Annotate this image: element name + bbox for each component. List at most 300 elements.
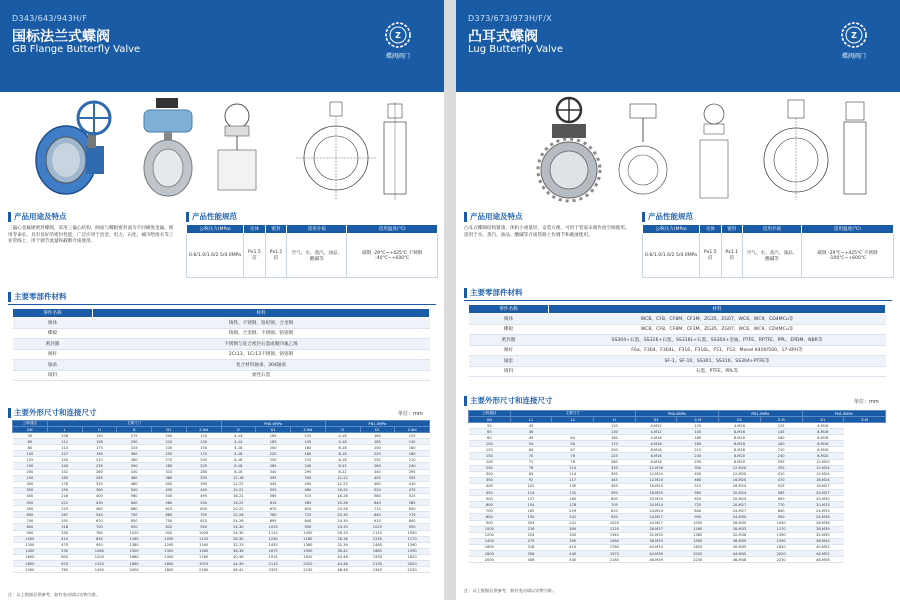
dims-cell: 50 <box>469 423 511 429</box>
materials-row <box>469 314 886 325</box>
materials-cell: 铸铁、不锈钢、铬钼钢、合金钢 <box>93 318 430 329</box>
materials-cell: 轴套 <box>469 356 549 367</box>
model-code: D373/673/973H/F/X <box>468 14 552 23</box>
dims-cell: 185 <box>360 439 395 445</box>
perf-cell: 碳钢 -29℃~+425℃ 不锈钢 -100℃~+600℃ <box>801 234 893 278</box>
dims-cell: 1600 <box>152 560 187 566</box>
perf-cell: 0.6/1.0/1.6/2.5/4.0MPa <box>643 234 700 278</box>
dims-cell: 400 <box>677 471 719 477</box>
dims-cell: 225 <box>594 453 636 459</box>
dims-cell: 190 <box>82 451 117 457</box>
dims-cell: 92 <box>510 477 552 483</box>
dims-cell: 2180 <box>186 567 221 573</box>
dims-cell: 160 <box>760 435 802 441</box>
dims-cell: 160 <box>291 445 326 451</box>
dims-cell: 1485 <box>360 542 395 548</box>
dims-cell: 24-30 <box>221 524 256 530</box>
dims-cell: 285 <box>360 463 395 469</box>
dims-cell: 400 <box>152 481 187 487</box>
dims-cell: 20-26 <box>325 506 360 512</box>
section-dims-title: 主要外形尺寸和连接尺寸 <box>464 396 553 406</box>
dims-cell: 620 <box>82 518 117 524</box>
dims-cell: 270 <box>152 457 187 463</box>
brand-name: 蝶阀阀门 <box>841 53 866 60</box>
svg-text:Z: Z <box>851 31 857 40</box>
dims-sub-header: Z-Φd <box>186 427 221 433</box>
dims-sub-header: L <box>47 427 82 433</box>
dims-cell: 20-22 <box>221 506 256 512</box>
dims-cell: 360 <box>117 451 152 457</box>
dims-cell: 1800 <box>13 560 48 566</box>
dims-cell: 450 <box>469 490 511 496</box>
dims-cell: 222 <box>47 500 82 506</box>
dims-cell: 150 <box>186 445 221 451</box>
dims-cell: 280 <box>186 469 221 475</box>
dims-cell: 400 <box>13 493 48 499</box>
dims-cell: 4-M12 <box>635 423 677 429</box>
dims-cell: 1380 <box>677 532 719 538</box>
dims-cell: 2230 <box>760 557 802 563</box>
dims-cell: 840 <box>291 518 326 524</box>
dims-cell: 20-M27 <box>719 502 761 508</box>
dims-cell: 300 <box>13 481 48 487</box>
materials-cell: SS304+石墨、SS316+石墨、SS316L+石墨、SS304+金属、PTFE、RPTFE、PPL、EPDM、NBR等 <box>549 335 886 346</box>
dims-cell: 40-M52 <box>802 544 844 550</box>
dims-cell: 900 <box>469 520 511 526</box>
section-use-title: 产品用途及特点 <box>464 212 523 222</box>
dims-cell: 240 <box>395 463 430 469</box>
dims-cell: 8-M16 <box>635 447 677 453</box>
dims-sub-header: D <box>221 427 256 433</box>
pneumatic-valve-photo <box>138 96 198 200</box>
dims-cell: 48-M39 <box>635 557 677 563</box>
dims-cell: 2345 <box>360 567 395 573</box>
dims-cell: 4-M16 <box>802 423 844 429</box>
product-images-left <box>0 96 444 208</box>
dims-cell: 24-33 <box>325 524 360 530</box>
perf-cell: Px1.1倍 <box>721 234 743 278</box>
dims-cell: 165 <box>510 508 552 514</box>
materials-cell: 阀体 <box>469 314 549 325</box>
materials-cell: 阀杆 <box>13 349 93 360</box>
dims-cell: 405 <box>360 475 395 481</box>
dims-cell: 12-M24 <box>802 471 844 477</box>
dims-cell: 8-M16 <box>719 435 761 441</box>
dims-cell: 64 <box>552 435 594 441</box>
dims-row <box>13 567 430 573</box>
dims-cell: 12-22 <box>325 481 360 487</box>
section-parts-title: 主要零部件材料 <box>8 292 67 302</box>
dims-cell: 780 <box>256 512 291 518</box>
dims-cell: 1500 <box>117 548 152 554</box>
dims-cell: 12-M16 <box>635 465 677 471</box>
perf-cell: 空气、水、蒸汽、油品、酸碱等 <box>743 234 802 278</box>
dims-group-header: 主要尺寸 <box>510 411 635 417</box>
dims-cell: 125 <box>677 423 719 429</box>
dims-cell: 750 <box>152 518 187 524</box>
materials-row <box>469 356 886 367</box>
dims-cell: 1590 <box>760 538 802 544</box>
dims-cell: 560 <box>117 493 152 499</box>
dims-sub-header: Z-Φd <box>395 427 430 433</box>
dims-cell: 395 <box>594 471 636 477</box>
dims-cell: 670 <box>256 506 291 512</box>
dims-cell: 16-M27 <box>802 483 844 489</box>
dims-cell: 1125 <box>360 530 395 536</box>
dims-cell: 44-M36 <box>635 550 677 556</box>
dims-cell: 920 <box>152 530 187 536</box>
dims-cell: 200 <box>469 459 511 465</box>
dimensions-table <box>468 410 886 563</box>
product-description: 三偏心金属硬密封蝶阀，采用三偏心结构，阀座与蝶板密封面为不同硬度金属，使用寿命长，具有良好的密封性能，广泛应用于冶金、电力、石化、城市给排水等工业管线上，用于调节流量和截断介质使用。 <box>8 226 174 244</box>
dims-cell: 229 <box>552 508 594 514</box>
materials-cell: 不锈钢与复合密封石墨或聚四氟乙烯 <box>93 339 430 350</box>
brand-name: 蝶阀阀门 <box>385 53 410 60</box>
dims-cell: 1400 <box>13 548 48 554</box>
dims-cell: 600 <box>13 512 48 518</box>
dims-cell: 400 <box>291 481 326 487</box>
dims-cell: 24-M24 <box>635 508 677 514</box>
dims-cell: 8-18 <box>325 451 360 457</box>
dims-cell: 8-M16 <box>719 447 761 453</box>
dims-cell: 1800 <box>469 550 511 556</box>
dims-cell: 32-M36 <box>719 532 761 538</box>
dims-cell: 170 <box>594 441 636 447</box>
dims-cell: 20-30 <box>325 512 360 518</box>
dims-cell: 175 <box>82 445 117 451</box>
title-cn: 凸耳式蝶阀 <box>468 29 538 45</box>
dims-cell: 125 <box>291 433 326 439</box>
materials-cell: 蝶板 <box>469 324 549 335</box>
section-use-title: 产品用途及特点 <box>8 212 67 222</box>
dims-sub-header: Z-M <box>844 417 886 423</box>
dims-cell: 200 <box>13 469 48 475</box>
dims-cell: 8-M16 <box>635 453 677 459</box>
dims-cell: 150 <box>469 453 511 459</box>
materials-header-row <box>469 305 886 314</box>
dims-cell: 340 <box>360 469 395 475</box>
dims-cell: 12-M20 <box>719 465 761 471</box>
dims-cell: 540 <box>152 493 187 499</box>
dims-cell: 48-42 <box>221 567 256 573</box>
dims-cell: 540 <box>82 512 117 518</box>
dims-cell: 154 <box>510 502 552 508</box>
dims-cell: 840 <box>760 508 802 514</box>
brand-logo-icon <box>841 22 867 48</box>
dims-cell: 380 <box>117 457 152 463</box>
dims-cell: 585 <box>395 500 430 506</box>
materials-cell: 石墨、PTFE、PPL等 <box>549 366 886 377</box>
dims-cell: 200 <box>256 445 291 451</box>
dims-cell: 210 <box>760 447 802 453</box>
dims-cell: 165 <box>47 475 82 481</box>
dims-cell: 158 <box>82 439 117 445</box>
dims-cell: 850 <box>117 518 152 524</box>
dims-cell: 210 <box>152 439 187 445</box>
dims-cell: 300 <box>552 526 594 532</box>
dims-cell: 20-M24 <box>719 490 761 496</box>
dims-cell: 810 <box>594 508 636 514</box>
dims-cell: 12-M24 <box>802 465 844 471</box>
dims-cell: 450 <box>152 487 187 493</box>
dims-cell: 445 <box>186 487 221 493</box>
dims-cell: 1970 <box>186 560 221 566</box>
dims-cell: 8-M16 <box>802 447 844 453</box>
dims-cell: 254 <box>510 532 552 538</box>
dims-cell: 1390 <box>395 542 430 548</box>
dims-cell: 200 <box>360 445 395 451</box>
dims-cell: 1160 <box>291 536 326 542</box>
dims-cell: 800 <box>13 524 48 530</box>
dims-cell: 400 <box>82 493 117 499</box>
dims-cell: 44-M45 <box>719 550 761 556</box>
dims-cell: 550 <box>594 490 636 496</box>
dims-sub-header: D1 <box>802 417 844 423</box>
dims-cell: 24-M27 <box>635 514 677 520</box>
dims-cell: 820 <box>152 524 187 530</box>
dims-cell: 1760 <box>186 554 221 560</box>
dims-cell: 125 <box>13 457 48 463</box>
dims-cell: 390 <box>117 463 152 469</box>
dims-cell: 1760 <box>594 544 636 550</box>
dims-cell: 54 <box>510 441 552 447</box>
dims-cell: 500 <box>469 496 511 502</box>
dims-cell: 180 <box>760 441 802 447</box>
dims-sub-header: Z-Φd <box>291 427 326 433</box>
dims-cell: 43 <box>510 423 552 429</box>
dims-sub-header: H <box>594 417 636 423</box>
dims-cell: 114 <box>552 471 594 477</box>
dims-cell: 406 <box>510 557 552 563</box>
dims-cell: 515 <box>677 483 719 489</box>
section-perf-title: 产品性能规范 <box>186 212 237 222</box>
dims-cell: 44-48 <box>325 560 360 566</box>
dims-cell: 640 <box>117 500 152 506</box>
dims-cell: 1970 <box>594 550 636 556</box>
dims-cell: 2115 <box>256 560 291 566</box>
header-left <box>0 0 444 92</box>
dims-cell: 1120 <box>186 536 221 542</box>
dims-cell: 725 <box>677 502 719 508</box>
dims-cell: 318 <box>47 524 82 530</box>
materials-row <box>469 345 886 356</box>
dims-sub-header: D <box>325 427 360 433</box>
model-code: D343/643/943H/F <box>12 14 88 23</box>
dims-cell: 165 <box>360 433 395 439</box>
dims-cell: 114 <box>510 490 552 496</box>
dims-cell: 241 <box>552 514 594 520</box>
dims-cell: 8-22 <box>325 469 360 475</box>
dims-cell: 950 <box>677 514 719 520</box>
dims-cell: 240 <box>291 463 326 469</box>
dims-cell: 292 <box>47 518 82 524</box>
dims-cell: 130 <box>594 429 636 435</box>
dims-cell: 8-18 <box>221 457 256 463</box>
dims-cell: 1255 <box>360 536 395 542</box>
dims-cell: 410 <box>395 481 430 487</box>
dims-cell: 350 <box>291 475 326 481</box>
perf-header: 密封 <box>721 225 743 234</box>
dims-cell: 64 <box>510 447 552 453</box>
dims-cell: 20-M30 <box>802 496 844 502</box>
dims-cell: 140 <box>47 463 82 469</box>
materials-header: 零件名称 <box>13 309 93 318</box>
perf-header: 适用介质 <box>287 225 347 234</box>
dims-cell: 1200 <box>152 542 187 548</box>
dims-cell: 460 <box>291 487 326 493</box>
perf-cell: Px1.5倍 <box>244 234 266 278</box>
dims-cell: 48-M48 <box>719 557 761 563</box>
materials-cell: WCB、CF8、CF8M、CF3M、ZG35、ZG07、WC6、WC9、CD4MCu等 <box>549 324 886 335</box>
dims-cell: 700 <box>469 508 511 514</box>
dims-cell: 910 <box>360 518 395 524</box>
dims-cell: 920 <box>117 524 152 530</box>
dims-cell: 600 <box>186 506 221 512</box>
dims-cell: 40-M33 <box>635 544 677 550</box>
dims-cell: 1170 <box>395 536 430 542</box>
dims-cell: 760 <box>82 530 117 536</box>
dims-cell: 112 <box>47 439 82 445</box>
dims-cell: 12-22 <box>221 487 256 493</box>
dims-cell: 210 <box>395 457 430 463</box>
materials-header-row <box>13 309 430 318</box>
dims-cell: 200 <box>152 433 187 439</box>
dims-group-header: 主要尺寸 <box>47 421 221 427</box>
dims-cell: 1020 <box>186 530 221 536</box>
dims-cell: 1400 <box>152 554 187 560</box>
actuator-icon <box>692 100 736 204</box>
dims-cell: 495 <box>594 483 636 489</box>
dims-cell: 495 <box>186 493 221 499</box>
dims-cell: 335 <box>594 465 636 471</box>
dims-cell: 24-30 <box>221 530 256 536</box>
perf-header: 壳体 <box>244 225 266 234</box>
dims-cell: 2325 <box>256 567 291 573</box>
perf-cell: 0.6/1.0/1.6/2.5/4.0MPa <box>187 234 244 278</box>
materials-table <box>12 308 430 381</box>
dims-cell: 24-M27 <box>719 508 761 514</box>
dims-cell: 840 <box>360 512 395 518</box>
dims-cell: 8-18 <box>325 457 360 463</box>
dims-cell: 117 <box>552 477 594 483</box>
dims-cell: 360 <box>82 487 117 493</box>
brand-logo <box>378 22 418 72</box>
dims-cell: 12-22 <box>221 481 256 487</box>
dims-cell: 80 <box>13 445 48 451</box>
dims-cell: 48-M56 <box>802 557 844 563</box>
dims-cell: 530 <box>47 548 82 554</box>
dims-cell: 32-M30 <box>635 532 677 538</box>
materials-cell: F6a、F304、F304L、F316、F316L、F51、F53、Monel K400/500、17-4PH等 <box>549 345 886 356</box>
dims-cell: 1560 <box>594 538 636 544</box>
dims-cell: 920 <box>594 514 636 520</box>
dims-cell: 40-M45 <box>719 544 761 550</box>
dims-cell: 235 <box>82 463 117 469</box>
dims-cell: 4-M12 <box>635 429 677 435</box>
dims-cell: 430 <box>117 469 152 475</box>
dims-cell: 2000 <box>117 567 152 573</box>
dims-cell: 114 <box>552 465 594 471</box>
dims-cell: 8-M16 <box>802 435 844 441</box>
dims-cell: 1675 <box>256 548 291 554</box>
dims-cell: 1380 <box>117 542 152 548</box>
dims-cell: 2130 <box>360 560 395 566</box>
dims-cell: 280 <box>152 463 187 469</box>
dims-cell: 110 <box>186 433 221 439</box>
dims-cell: 102 <box>510 483 552 489</box>
dims-sub-header: D1 <box>719 417 761 423</box>
dims-cell: 770 <box>760 502 802 508</box>
dims-cell: 160 <box>395 445 430 451</box>
dims-cell: 76 <box>510 465 552 471</box>
dims-cell: 78 <box>552 459 594 465</box>
dims-cell: 2180 <box>594 557 636 563</box>
dims-cell: 470 <box>760 477 802 483</box>
dims-cell: 267 <box>47 512 82 518</box>
perf-header: 适用介质 <box>743 225 802 234</box>
dims-cell: 12-18 <box>221 475 256 481</box>
dims-cell: 145 <box>291 439 326 445</box>
perf-cell: Px1.5倍 <box>700 234 722 278</box>
dims-cell: 28-M33 <box>719 526 761 532</box>
dims-cell: 350 <box>677 465 719 471</box>
dims-cell: 290 <box>117 439 152 445</box>
dims-cell: 8-M16 <box>802 429 844 435</box>
dims-cell: 28-33 <box>325 530 360 536</box>
dims-cell: 520 <box>360 487 395 493</box>
dims-cell: 310 <box>152 469 187 475</box>
dims-cell: 240 <box>677 453 719 459</box>
dims-cell: 4-14 <box>221 439 256 445</box>
materials-row <box>13 318 430 329</box>
footnote: 注：以上数据仅供参考，如有变动请以实物为准。 <box>464 588 557 593</box>
dims-cell: 1000 <box>469 526 511 532</box>
dims-cell: 1560 <box>186 548 221 554</box>
materials-header: 材料 <box>549 305 886 314</box>
dims-cell: 130 <box>552 483 594 489</box>
dims-cell: 44-M52 <box>802 550 844 556</box>
dims-cell: 210 <box>677 447 719 453</box>
dims-cell: 350 <box>13 487 48 493</box>
dims-cell: 70 <box>510 453 552 459</box>
dims-cell: 12-22 <box>325 475 360 481</box>
dims-cell: 460 <box>360 481 395 487</box>
dims-cell: 1450 <box>82 567 117 573</box>
dims-cell: 12-M20 <box>719 471 761 477</box>
dims-cell: 56 <box>552 441 594 447</box>
dims-cell: 650 <box>395 506 430 512</box>
dims-cell: 8-M16 <box>719 441 761 447</box>
dims-cell: 190 <box>510 514 552 520</box>
section-parts-title: 主要零部件材料 <box>464 288 523 298</box>
dims-cell: 178 <box>552 502 594 508</box>
dims-cell: 335 <box>186 475 221 481</box>
dims-cell: 2000 <box>13 567 48 573</box>
dims-cell: 770 <box>395 512 430 518</box>
dims-cell: 80 <box>469 435 511 441</box>
materials-cell: 阀杆 <box>469 345 549 356</box>
dims-cell: 20-26 <box>325 500 360 506</box>
dims-cell: 216 <box>510 526 552 532</box>
dims-cell: 410 <box>552 544 594 550</box>
dims-cell: 1200 <box>469 532 511 538</box>
materials-cell: 密封圈 <box>13 339 93 350</box>
header-right <box>456 0 900 92</box>
dims-cell: 410 <box>47 536 82 542</box>
dims-cell: 1680 <box>117 554 152 560</box>
dims-cell: 810 <box>186 518 221 524</box>
dims-cell: 430 <box>82 500 117 506</box>
